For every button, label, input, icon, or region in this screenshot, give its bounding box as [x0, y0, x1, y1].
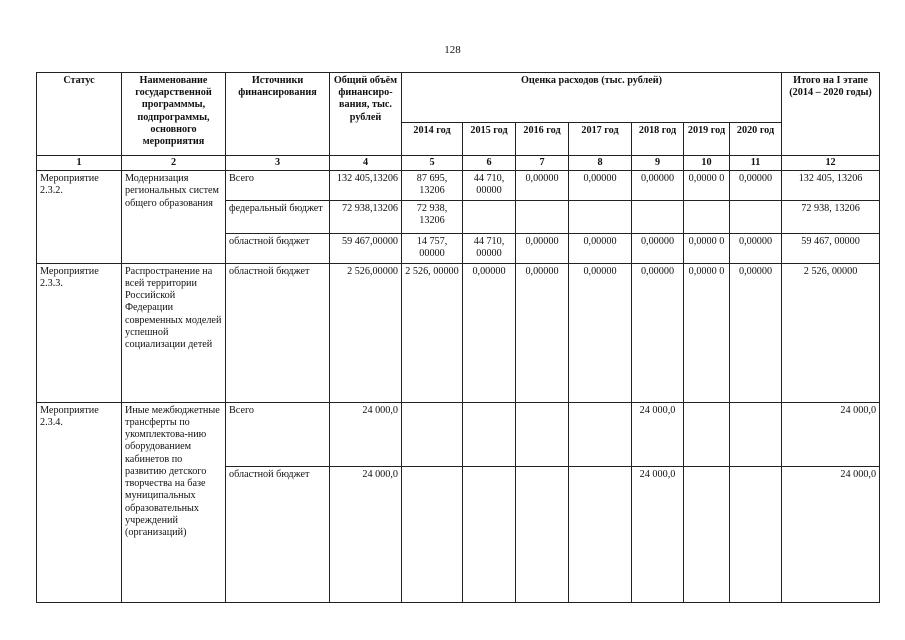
page-number: 128: [444, 44, 461, 56]
row-status: Мероприятие 2.3.2.: [37, 171, 122, 263]
header-year-2016: 2016 год: [516, 123, 569, 156]
row-y2020: [730, 466, 782, 602]
row-y2019: 0,0000 0: [684, 234, 730, 263]
col-number: 3: [226, 156, 330, 171]
row-y2020: [730, 402, 782, 466]
row-y2019: [684, 466, 730, 602]
row-y2019: [684, 201, 730, 234]
row-itogo: 24 000,0: [782, 402, 880, 466]
table-row: [37, 263, 880, 402]
row-itogo: 72 938, 13206: [782, 201, 880, 234]
row-y2016: 0,00000: [516, 263, 569, 402]
header-year-2014: 2014 год: [402, 123, 463, 156]
header-row: [37, 73, 880, 123]
row-y2015: [463, 201, 516, 234]
row-total: 24 000,0: [330, 466, 402, 602]
col-number: 11: [730, 156, 782, 171]
col-number: 10: [684, 156, 730, 171]
row-y2018: 0,00000: [632, 263, 684, 402]
row-status: Мероприятие 2.3.3.: [37, 263, 122, 402]
column-number-row: [37, 156, 880, 171]
row-total: 2 526,00000: [330, 263, 402, 402]
row-y2018: 0,00000: [632, 234, 684, 263]
header-year-2020: 2020 год: [730, 123, 782, 156]
row-y2014: 72 938, 13206: [402, 201, 463, 234]
row-y2016: 0,00000: [516, 171, 569, 201]
row-y2016: 0,00000: [516, 234, 569, 263]
header-status: Статус: [37, 73, 122, 156]
header-year-2017: 2017 год: [569, 123, 632, 156]
row-y2015: 44 710, 00000: [463, 171, 516, 201]
row-y2017: 0,00000: [569, 263, 632, 402]
row-y2016: [516, 466, 569, 602]
col-number: 9: [632, 156, 684, 171]
row-y2014: [402, 402, 463, 466]
row-total: 24 000,0: [330, 402, 402, 466]
header-year-2015: 2015 год: [463, 123, 516, 156]
row-total: 59 467,00000: [330, 234, 402, 263]
row-y2014: [402, 466, 463, 602]
row-name: Иные межбюджетные трансферты по укомплектова-нию оборудованием кабинетов по развитию детского творчества на базе муниципальных образовательных учреждений (организаций): [122, 402, 226, 602]
row-y2020: 0,00000: [730, 171, 782, 201]
row-y2017: 0,00000: [569, 234, 632, 263]
row-y2020: 0,00000: [730, 263, 782, 402]
col-number: 1: [37, 156, 122, 171]
row-y2018: 24 000,0: [632, 402, 684, 466]
row-y2016: [516, 402, 569, 466]
row-y2018: [632, 201, 684, 234]
row-y2014: 14 757, 00000: [402, 234, 463, 263]
row-y2020: [730, 201, 782, 234]
row-y2018: 0,00000: [632, 171, 684, 201]
row-total: 132 405,13206: [330, 171, 402, 201]
row-y2019: 0,0000 0: [684, 263, 730, 402]
row-itogo: 2 526, 00000: [782, 263, 880, 402]
col-number: 12: [782, 156, 880, 171]
col-number: 8: [569, 156, 632, 171]
col-number: 2: [122, 156, 226, 171]
row-y2015: [463, 402, 516, 466]
col-number: 6: [463, 156, 516, 171]
row-source: областной бюджет: [226, 234, 330, 263]
row-name: Распространение на всей территории Российской Федерации современных моделей успешной социализации детей: [122, 263, 226, 402]
col-number: 4: [330, 156, 402, 171]
row-y2018: 24 000,0: [632, 466, 684, 602]
row-itogo: 132 405, 13206: [782, 171, 880, 201]
row-y2019: 0,0000 0: [684, 171, 730, 201]
row-y2020: 0,00000: [730, 234, 782, 263]
table-row: [37, 171, 880, 201]
row-y2017: [569, 201, 632, 234]
header-estimate: Оценка расходов (тыс. рублей): [402, 73, 782, 123]
budget-table: [36, 72, 880, 603]
row-y2015: [463, 466, 516, 602]
col-number: 5: [402, 156, 463, 171]
header-itogo: Итого на I этапе (2014 – 2020 годы): [782, 73, 880, 156]
col-number: 7: [516, 156, 569, 171]
row-y2015: 0,00000: [463, 263, 516, 402]
header-year-2018: 2018 год: [632, 123, 684, 156]
header-name: Наименование государственной программмы, подпрограммы, основного мероприятия: [122, 73, 226, 156]
row-status: Мероприятие 2.3.4.: [37, 402, 122, 602]
row-source: Всего: [226, 171, 330, 201]
row-total: 72 938,13206: [330, 201, 402, 234]
row-name: Модернизация региональных систем общего образования: [122, 171, 226, 263]
row-itogo: 59 467, 00000: [782, 234, 880, 263]
row-itogo: 24 000,0: [782, 466, 880, 602]
row-y2014: 2 526, 00000: [402, 263, 463, 402]
row-y2016: [516, 201, 569, 234]
row-source: областной бюджет: [226, 466, 330, 602]
table-row: [37, 402, 880, 466]
row-y2015: 44 710, 00000: [463, 234, 516, 263]
header-total: Общий объём финансиро-вания, тыс. рублей: [330, 73, 402, 156]
header-sources: Источники финансирования: [226, 73, 330, 156]
row-y2017: 0,00000: [569, 171, 632, 201]
row-y2017: [569, 466, 632, 602]
row-y2019: [684, 402, 730, 466]
row-y2017: [569, 402, 632, 466]
header-year-2019: 2019 год: [684, 123, 730, 156]
row-source: областной бюджет: [226, 263, 330, 402]
row-source: Всего: [226, 402, 330, 466]
row-source: федеральный бюджет: [226, 201, 330, 234]
row-y2014: 87 695, 13206: [402, 171, 463, 201]
